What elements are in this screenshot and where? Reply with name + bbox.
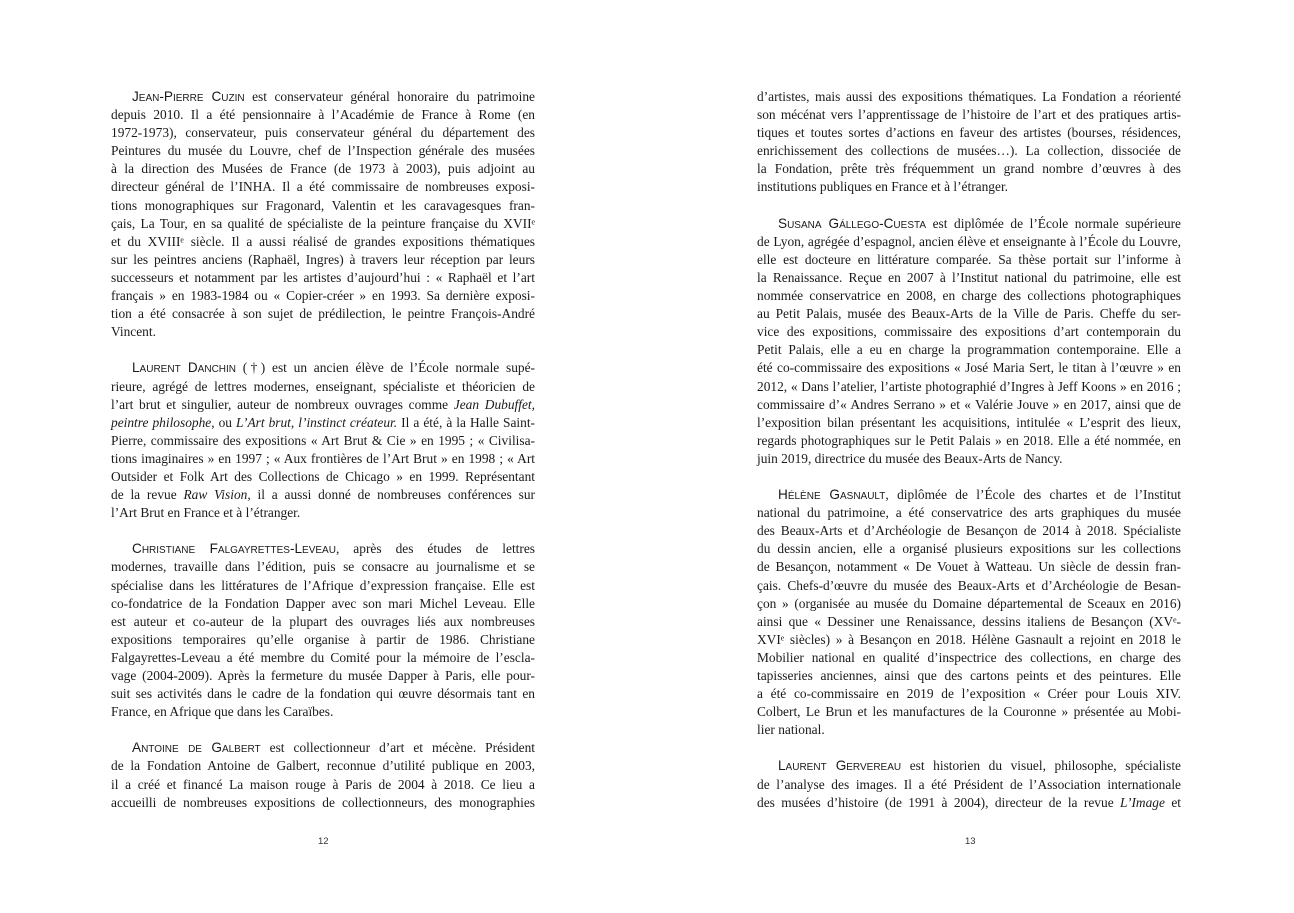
text-line (757, 631, 1181, 649)
text-line (111, 269, 535, 287)
line-text: tions imaginaires » en 1997 ; « Aux frontières de l’Art Brut » en 1998 ; « Art (111, 450, 535, 466)
text-line (757, 305, 1181, 323)
line-text: des Beaux-Arts et d’Archéologie de Besançon de 2014 à 2018. Spécialiste (757, 523, 1181, 539)
line-text: , après des études de lettres (335, 541, 536, 557)
line-text: Colbert, Le Brun et les manufactures de la Couronne » présentée au Mobi- (757, 704, 1181, 720)
text-line (111, 142, 535, 160)
text-line (757, 486, 1181, 504)
person-name: Jean-Pierre Cuzin (132, 89, 245, 104)
line-text: l’exposition bilan présentant les acquisitions, intitulée « L’esprit des lieux, (757, 414, 1181, 430)
line-text: est diplômée de l’École normale supérieure (926, 215, 1181, 231)
line-text: successeurs et notamment par les artistes d’aujourd’hui : « Raphaël et l’art (111, 269, 535, 285)
text-line (111, 178, 535, 196)
text-line (757, 667, 1181, 685)
line-text: est historien du visuel, philosophe, spécialiste (901, 758, 1182, 774)
line-text: , diplômée de l’École des chartes et de l’Institut (885, 487, 1182, 503)
line-text: expositions temporaires qu’elle organise à partir de 1986. Christiane (111, 631, 535, 647)
italic-title: L’Art brut, l’instinct créateur. (236, 414, 398, 430)
line-text: (†) est un ancien élève de l’École normale supé- (236, 360, 536, 376)
italic-title: L’Image (1120, 794, 1165, 810)
line-text: de la revue (111, 487, 184, 503)
line-text: Peintures du musée du Louvre, chef de l’Inspection générale des musées (111, 143, 535, 159)
line-text: il a créé et financé La maison rouge à Paris de 2004 à 2018. Ce lieu a (111, 776, 535, 792)
line-text: et du XVIIIᵉ siècle. Il a aussi réalisé de grandes expositions thématiques (111, 233, 535, 249)
text-line (757, 124, 1181, 142)
line-text: vice des expositions, commissaire des expositions d’art contemporain du (757, 324, 1181, 340)
italic-title: peintre philosophe (111, 414, 212, 430)
text-line (757, 794, 1181, 812)
line-text: Mobilier national en qualité d’inspectrice des collections, en charge des (757, 649, 1181, 665)
text-line (111, 197, 535, 215)
text-line (111, 215, 535, 233)
text-line (111, 558, 535, 576)
line-text: français » en 1983-1984 ou « Copier-créer » en 1993. Sa dernière exposi- (111, 288, 535, 304)
page-number: 12 (318, 836, 329, 847)
line-text: lier national. (757, 722, 825, 738)
text-line (757, 450, 1181, 468)
text-line (111, 631, 535, 649)
line-text: Outsider et Folk Art des Collections de Chicago » en 1999. Représentant (111, 468, 535, 484)
text-line (111, 124, 535, 142)
line-text: sur les peintres anciens (Raphaël, Ingres) à travers leur réception par leurs (111, 251, 535, 267)
text-line (757, 160, 1181, 178)
text-line (757, 88, 1181, 106)
text-line (757, 233, 1181, 251)
line-text: tapisseries anciennes, ainsi que des cartons peints et des peintures. Elle (757, 668, 1181, 683)
line-text: été co-commissaire des expositions « José Maria Sert, le titan à l’œuvre » en (757, 360, 1181, 376)
line-text: son mécénat vers l’apprentissage de l’histoire de l’art et des pratiques artis- (757, 107, 1181, 123)
line-text: Vincent. (111, 324, 156, 340)
text-line (111, 486, 535, 504)
line-text: de la Fondation Antoine de Galbert, reconnue d’utilité publique en 2003, (111, 758, 535, 774)
text-line (111, 685, 535, 703)
line-text: vage (2004-2009). Après la fermeture du musée Dapper à Paris, elle pour- (111, 668, 535, 683)
text-line (111, 323, 535, 341)
text-line (111, 776, 535, 794)
text-line (111, 233, 535, 251)
line-text: institutions publiques en France et à l’étranger. (757, 179, 1009, 195)
text-line (757, 378, 1181, 396)
text-line (111, 739, 535, 757)
text-line (111, 577, 535, 595)
text-line (111, 305, 535, 323)
page-number: 13 (965, 836, 976, 847)
text-line (757, 721, 1181, 739)
line-text: juin 2019, directrice du musée des Beaux-Arts de Nancy. (757, 450, 1063, 466)
line-text: il a aussi donné de nombreuses conférences sur (250, 487, 535, 503)
line-text: tion a été consacrée à son sujet de prédilection, le peintre François-André (111, 306, 535, 322)
person-name: Susana Gállego-Cuesta (778, 215, 927, 231)
person-name: Christiane Falgayrettes-Leveau (132, 541, 336, 557)
text-line (111, 251, 535, 269)
line-text: l’Art Brut en France et à l’étranger. (111, 505, 301, 521)
text-line (111, 378, 535, 396)
text-line (111, 794, 535, 812)
line-text: à la direction des Musées de France (de 1973 à 2003), puis adjoint au (111, 161, 535, 177)
line-text: la Fondation, prête très fréquemment un grand nombre d’œuvres à des (757, 161, 1181, 177)
text-line (111, 540, 535, 558)
text-line (757, 504, 1181, 522)
text-line (111, 703, 535, 721)
bio-paragraph (111, 540, 535, 721)
line-text: accueilli de nombreuses expositions de collectionneurs, des monographies (111, 794, 535, 810)
text-line (111, 595, 535, 613)
bio-paragraph (757, 486, 1181, 739)
text-line (757, 685, 1181, 703)
text-line (111, 359, 535, 377)
line-text: de Lyon, agrégée d’espagnol, ancien élève et enseignante à l’École du Louvre, (757, 233, 1181, 249)
text-line (757, 178, 1181, 196)
text-line (757, 414, 1181, 432)
text-line (111, 504, 535, 522)
text-line (757, 287, 1181, 305)
text-line (757, 215, 1181, 233)
text-line (757, 703, 1181, 721)
text-line (757, 269, 1181, 287)
right-page-text (757, 88, 1181, 830)
line-text: 1972-1973), conservateur, puis conservateur général du département des (111, 125, 535, 141)
person-name: Laurent Gervereau (778, 758, 902, 774)
bio-paragraph (757, 757, 1181, 811)
text-line (111, 396, 535, 414)
text-line (111, 450, 535, 468)
text-line (111, 160, 535, 178)
line-text: , ou (211, 414, 237, 430)
text-line (757, 757, 1181, 775)
text-line (757, 106, 1181, 124)
line-text: modernes, travaille dans l’édition, puis se consacre au journalisme et se (111, 559, 535, 575)
person-name: Antoine de Galbert (132, 740, 261, 756)
person-name: Hélène Gasnault (778, 487, 886, 503)
line-text: Falgayrettes-Leveau a été membre du Comité pour la mémoire de l’escla- (111, 649, 535, 665)
line-text: la Renaissance. Reçue en 2007 à l’Institut national du patrimoine, elle est (757, 269, 1181, 285)
text-line (757, 251, 1181, 269)
line-text: et (1164, 794, 1181, 810)
bio-paragraph (111, 359, 535, 522)
line-text: ainsi que « Dessiner une Renaissance, dessins italiens de Besançon (XVᵉ- (757, 613, 1181, 629)
text-line (757, 142, 1181, 160)
bio-paragraph-continued (757, 88, 1181, 197)
text-line (757, 432, 1181, 450)
line-text: d’artistes, mais aussi des expositions thématiques. La Fondation a réorienté (757, 89, 1181, 104)
italic-title: Jean Dubuffet, (453, 396, 535, 412)
text-line (111, 432, 535, 450)
text-line (111, 468, 535, 486)
line-text: co-fondatrice de la Fondation Dapper avec son mari Michel Leveau. Elle (111, 595, 535, 611)
line-text: çais, La Tour, en sa qualité de spécialiste de la peinture française du XVIIᵉ (111, 215, 535, 231)
line-text: au Petit Palais, musée des Beaux-Arts de la Ville de Paris. Cheffe du ser- (757, 306, 1181, 322)
italic-title: Raw Vision, (183, 487, 251, 503)
text-line (757, 613, 1181, 631)
text-line (757, 776, 1181, 794)
text-line (111, 649, 535, 667)
line-text: suit ses activités dans le cadre de la fondation qui œuvre désormais tant en (111, 686, 535, 702)
line-text: tiques et toutes sortes d’actions en faveur des artistes (bourses, résidences, (757, 125, 1181, 141)
text-line (757, 359, 1181, 377)
line-text: depuis 2010. Il a été pensionnaire à l’Académie de France à Rome (en (111, 107, 535, 123)
line-text: a été co-commissaire en 2019 de l’exposition « Créer pour Louis XIV. (757, 686, 1181, 702)
text-line (111, 287, 535, 305)
line-text: est conservateur général honoraire du patrimoine (244, 89, 535, 104)
text-line (111, 106, 535, 124)
bio-paragraph (111, 739, 535, 811)
text-line (757, 323, 1181, 341)
line-text: est collectionneur d’art et mécène. Président (260, 740, 536, 756)
left-page-text (111, 88, 535, 830)
text-line (757, 649, 1181, 667)
text-line (111, 613, 535, 631)
line-text: Petit Palais, elle a eu en charge la programmation contemporaine. Elle a (757, 342, 1181, 358)
text-line (757, 341, 1181, 359)
line-text: du dessin ancien, elle a organisé plusieurs expositions sur les collections (757, 541, 1181, 557)
line-text: de l’analyse des images. Il a été Président de l’Association internationale (757, 776, 1181, 792)
line-text: 2012, « Dans l’atelier, l’artiste photographié d’Ingres à Jeff Koons » en 2016 ; (757, 378, 1181, 394)
line-text: çon » (organisée au musée du Domaine départemental de Sceaux en 2016) (757, 595, 1181, 611)
line-text: commissaire d’« Andres Serrano » et « Valérie Jouve » en 2017, ainsi que de (757, 396, 1181, 412)
line-text: est auteur et co-auteur de la plupart des ouvrages liés aux nombreuses (111, 613, 535, 629)
person-name: Laurent Danchin (132, 360, 237, 376)
text-line (757, 595, 1181, 613)
line-text: de Besançon, notamment « De Vouet à Watteau. Un siècle de dessin fran- (757, 559, 1181, 575)
text-line (757, 558, 1181, 576)
text-line (757, 540, 1181, 558)
line-text: rieure, agrégé de lettres modernes, enseignant, spécialiste et théoricien de (111, 378, 535, 394)
text-line (757, 577, 1181, 595)
line-text: elle est docteure en littérature comparée. Sa thèse portait sur l’informe à (757, 251, 1181, 267)
bio-paragraph (757, 215, 1181, 468)
line-text: national du patrimoine, a été conservatrice des arts graphiques du musée (757, 505, 1181, 521)
line-text: çais. Chefs-d’œuvre du musée des Beaux-Arts et d’Archéologie de Besan- (757, 577, 1181, 593)
text-line (111, 88, 535, 106)
text-line (757, 396, 1181, 414)
line-text: Il a été, à la Halle Saint- (397, 414, 535, 430)
line-text: tions monographiques sur Fragonard, Valentin et les caravagesques fran- (111, 197, 535, 213)
line-text: XVIᵉ siècles) » à Besançon en 2018. Hélène Gasnault a rejoint en 2018 le (757, 631, 1181, 647)
text-line (111, 757, 535, 775)
text-line (757, 522, 1181, 540)
line-text: enrichissement des collections de musées…). La collection, dissociée de (757, 143, 1181, 159)
line-text: l’art brut et singulier, auteur de nombreux ouvrages comme (111, 396, 454, 412)
text-line (111, 414, 535, 432)
line-text: des musées d’histoire (de 1991 à 2004), directeur de la revue (757, 794, 1121, 810)
line-text: directeur général de l’INHA. Il a été commissaire de nombreuses exposi- (111, 179, 535, 195)
line-text: Pierre, commissaire des expositions « Art Brut & Cie » en 1995 ; « Civilisa- (111, 432, 535, 448)
line-text: spécialise dans les littératures de l’Afrique d’expression française. Elle est (111, 577, 535, 593)
line-text: France, en Afrique que dans les Caraïbes. (111, 704, 334, 720)
text-line (111, 667, 535, 685)
bio-paragraph (111, 88, 535, 341)
line-text: nommée conservatrice en 2008, en charge des collections photographiques (757, 288, 1181, 304)
line-text: regards photographiques sur le Petit Palais » en 2018. Elle a été nommée, en (757, 432, 1181, 448)
